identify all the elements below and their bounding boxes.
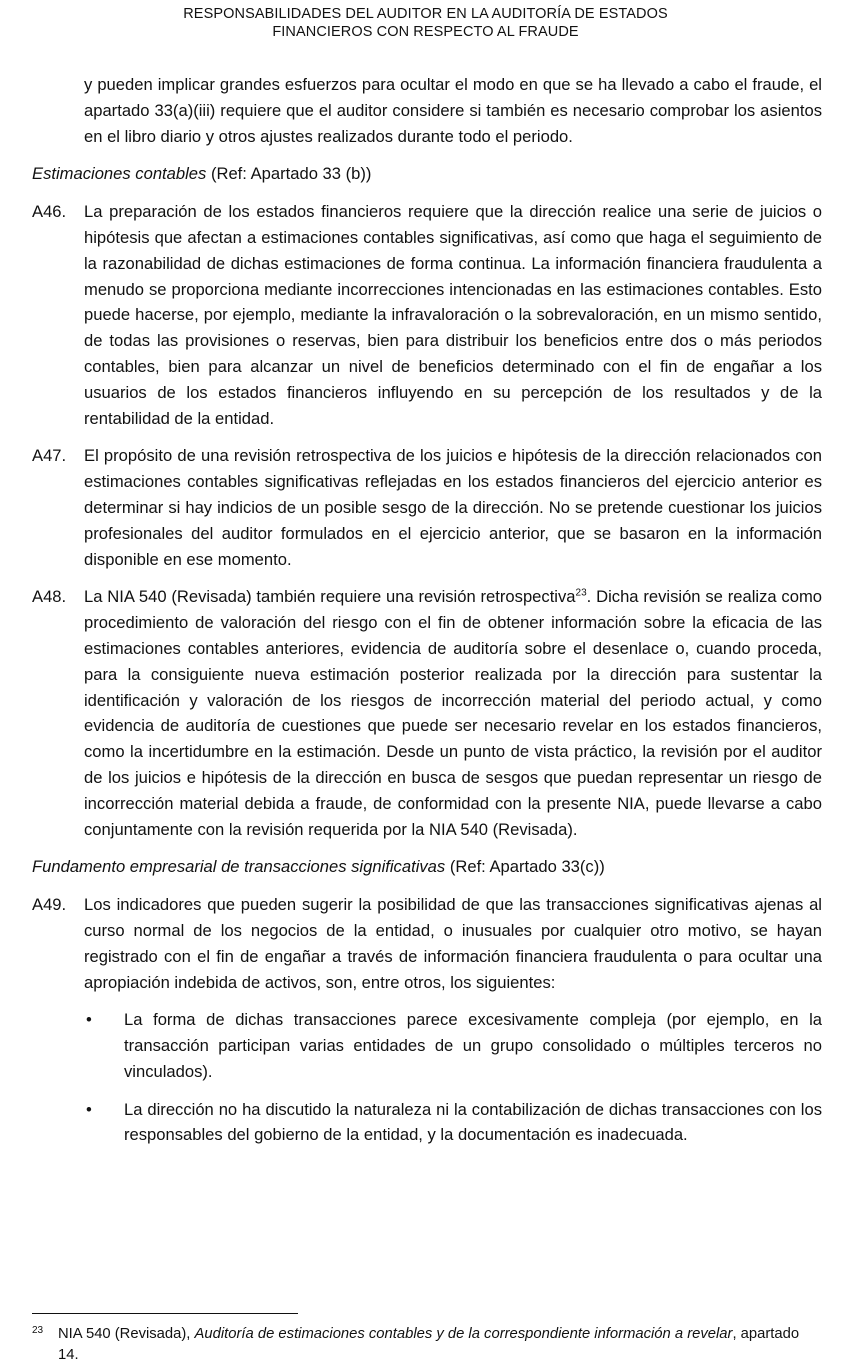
paragraph-text xyxy=(84,584,822,842)
paragraph-a47 xyxy=(32,443,822,572)
paragraph-number: A49. xyxy=(32,895,67,915)
section-heading-estimaciones xyxy=(32,161,822,187)
bullet-text: La dirección no ha discutido la naturaleza ni la contabilización de dichas transacciones con los responsables del gobierno de la entidad, y la documentación es inadecuada. xyxy=(124,1099,822,1145)
section-heading-ref: (Ref: Apartado 33 (b)) xyxy=(206,164,372,184)
footnote-title: Auditoría de estimaciones contables y de la correspondiente información a revelar xyxy=(194,1326,733,1342)
section-heading-ref: (Ref: Apartado 33(c)) xyxy=(445,857,605,877)
bullet-item xyxy=(84,1007,822,1084)
paragraph-number: A46. xyxy=(32,202,67,222)
paragraph-text: Los indicadores que pueden sugerir la posibilidad de que las transacciones significativas ajenas al curso normal de los negocios de la entidad, o inusuales por cualquier otro motivo, se hayan registrado con el fin de engañar a través de información financiera fraudulenta o para ocultar una apropiación indebida de activos, son, entre otros, los siguientes: xyxy=(84,895,822,992)
continuation-paragraph: y pueden implicar grandes esfuerzos para ocultar el modo en que se ha llevado a cabo el fraude, el apartado 33(a)(iii) requiere que el auditor considere si también es necesario comprobar los asientos en el libro diario y otros ajustes realizados durante todo el periodo. xyxy=(84,75,822,146)
paragraph-text: El propósito de una revisión retrospectiva de los juicios e hipótesis de la dirección relacionados con estimaciones contables significativas reflejadas en los estados financieros del ejercicio anterior es determinar si hay indicios de un posible sesgo de la dirección. No se pretende cuestionar los juicios profesionales del auditor formulados en el ejercicio anterior, que se basaron en la información disponible en ese momento. xyxy=(84,446,822,569)
paragraph-a48 xyxy=(32,584,822,842)
footnote-text xyxy=(58,1324,822,1366)
paragraph-body xyxy=(84,892,822,1160)
bullet-list xyxy=(84,1007,822,1148)
bullet-text: La forma de dichas transacciones parece excesivamente compleja (por ejemplo, en la transacción participan varias entidades de un grupo consolidado o múltiples terceros no vinculados). xyxy=(124,1010,822,1081)
paragraph-number: A48. xyxy=(32,587,67,607)
paragraph-text: La preparación de los estados financieros requiere que la dirección realice una serie de juicios o hipótesis que afectan a estimaciones contables significativas, así como que haga el seguimiento de la razonabilidad de dichas estimaciones de forma continua. La información financiera fraudulenta a menudo se proporciona mediante incorrecciones intencionadas en las estimaciones contables. Esto puede hacerse, por ejemplo, mediante la infravaloración o la sobrevaloración, en un mismo sentido, de todas las provisiones o reservas, bien para distribuir los beneficios entre dos o más periodos contables, bien para alcanzar un nivel de beneficios determinado con el fin de engañar a los usuarios de los estados financieros influyendo en su percepción de los resultados y de la rentabilidad de la entidad. xyxy=(84,202,822,428)
footnote-suffix: , apartado 14. xyxy=(58,1326,800,1363)
paragraph-a46 xyxy=(32,199,822,431)
footnote-prefix: NIA 540 (Revisada), xyxy=(58,1326,195,1342)
paragraph-number: A47. xyxy=(32,446,67,466)
bullet-marker: • xyxy=(86,1010,92,1030)
footnote xyxy=(32,1324,822,1366)
bullet-item xyxy=(84,1097,822,1149)
section-heading-title: Fundamento empresarial de transacciones significativas xyxy=(32,857,446,877)
footnote-separator xyxy=(32,1313,298,1314)
footnote-number: 23 xyxy=(32,1325,44,1336)
bullet-marker: • xyxy=(86,1099,92,1119)
body-text xyxy=(32,72,822,1172)
footnote-reference[interactable]: 23 xyxy=(575,587,587,599)
paragraph-text-end: . Dicha revisión se realiza como procedimiento de valoración del riesgo con el fin de obtener información sobre la eficacia de las estimaciones contables anteriores, evidencia de auditoría sobre el desenlace o, cuando proceda, para la consiguiente nueva estimación posterior realizada por la dirección para sustentar la identificación y valoración de los riesgos de incorrección material del periodo actual, y como evidencia de auditoría de cuestiones que puede ser necesario revelar en los estados financieros, como la incertidumbre en la estimación. Desde un punto de vista práctico, la revisión por el auditor de los juicios e hipótesis de la dirección en busca de sesgos que puedan representar un riesgo de incorrección material debida a fraude, de conformidad con la presente NIA, puede llevarse a cabo conjuntamente con la revisión requerida por la NIA 540 (Revisada). xyxy=(84,587,822,839)
section-heading-title: Estimaciones contables xyxy=(32,164,207,184)
header-line-2: FINANCIEROS CON RESPECTO AL FRAUDE xyxy=(272,24,579,40)
running-header xyxy=(0,5,851,41)
paragraph-text-start: La NIA 540 (Revisada) también requiere una revisión retrospectiva xyxy=(84,587,576,607)
section-heading-fundamento xyxy=(32,854,822,880)
header-line-1: RESPONSABILIDADES DEL AUDITOR EN LA AUDITORÍA DE ESTADOS xyxy=(183,6,668,22)
paragraph-a49 xyxy=(32,892,822,1160)
